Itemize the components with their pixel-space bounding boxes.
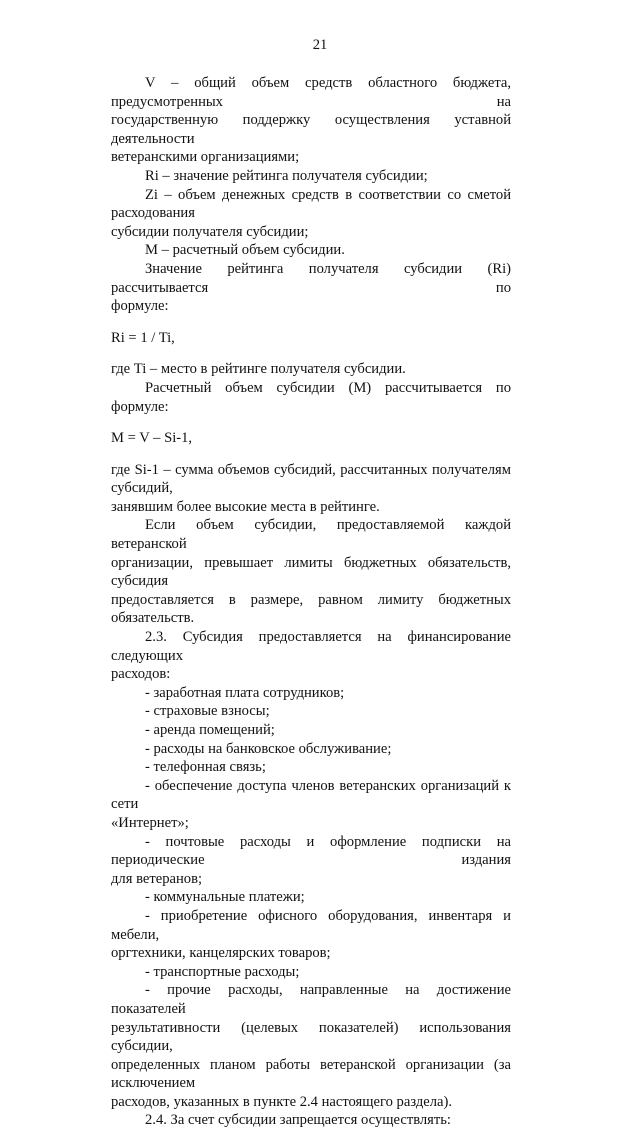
expense-item-line: оргтехники, канцелярских товаров; bbox=[111, 945, 331, 962]
expense-item-line: расходов, указанных в пункте 2.4 настоящего раздела). bbox=[111, 1093, 452, 1110]
zi-definition-line: Zi – объем денежных средств в соответствии со сметой расходования bbox=[111, 186, 511, 222]
formula-m: M = V – Si-1, bbox=[111, 430, 193, 447]
v-definition-line: ветеранскими организациями; bbox=[111, 149, 300, 166]
expense-item-line: - заработная плата сотрудников; bbox=[145, 684, 345, 701]
expense-item-line: - приобретение офисного оборудования, инвентаря и мебели, bbox=[111, 907, 511, 943]
expense-item-line: - обеспечение доступа членов ветеранских организаций к сети bbox=[111, 777, 511, 813]
limit-paragraph-line: Если объем субсидии, предоставляемой каждой ветеранской bbox=[111, 517, 511, 553]
expense-item-line: определенных планом работы ветеранской организации (за исключением bbox=[111, 1056, 511, 1092]
expense-item-line: «Интернет»; bbox=[111, 814, 189, 831]
expense-item-line: - страховые взносы; bbox=[145, 703, 270, 720]
limit-paragraph-line: предоставляется в размере, равном лимиту бюджетных обязательств. bbox=[111, 591, 511, 627]
section-2-3-line: расходов: bbox=[111, 666, 171, 683]
expense-item-line: результативности (целевых показателей) использования субсидии, bbox=[111, 1019, 511, 1055]
v-definition-line: государственную поддержку осуществления уставной деятельности bbox=[111, 112, 511, 147]
expense-item-line: - транспортные расходы; bbox=[145, 963, 300, 980]
expense-item-line: - коммунальные платежи; bbox=[145, 889, 305, 906]
zi-definition-line: субсидии получателя субсидии; bbox=[111, 223, 309, 240]
rating-intro-line: формуле: bbox=[111, 298, 169, 315]
limit-paragraph-line: организации, превышает лимиты бюджетных обязательств, субсидия bbox=[111, 554, 511, 590]
expense-item-line: для ветеранов; bbox=[111, 870, 203, 887]
expense-item-line: - телефонная связь; bbox=[145, 759, 266, 776]
si-definition-line: занявшим более высокие места в рейтинге. bbox=[111, 498, 380, 515]
m-definition: M – расчетный объем субсидии. bbox=[145, 242, 345, 259]
v-definition-line: V – общий объем средств областного бюджета, предусмотренных на bbox=[111, 75, 511, 110]
ri-definition: Ri – значение рейтинга получателя субсидии; bbox=[145, 167, 428, 184]
section-2-4-heading: 2.4. За счет субсидии запрещается осуществлять: bbox=[145, 1112, 451, 1129]
si-definition-line: где Si-1 – сумма объемов субсидий, рассчитанных получателям субсидий, bbox=[111, 461, 511, 497]
expense-item-line: - расходы на банковское обслуживание; bbox=[145, 740, 392, 757]
expense-item-line: - прочие расходы, направленные на достижение показателей bbox=[111, 982, 511, 1017]
document-body bbox=[111, 74, 511, 1130]
rating-intro-line: Значение рейтинга получателя субсидии (Ri) рассчитывается по bbox=[111, 260, 511, 296]
expense-item-line: - аренда помещений; bbox=[145, 722, 275, 738]
page-number: 21 bbox=[312, 37, 328, 53]
formula-ri: Ri = 1 / Ti, bbox=[111, 329, 175, 346]
expense-item-line: - почтовые расходы и оформление подписки на периодические издания bbox=[111, 833, 511, 869]
ti-definition: где Ti – место в рейтинге получателя субсидии. bbox=[111, 361, 406, 378]
expense-list bbox=[111, 684, 511, 1112]
m-formula-intro: Расчетный объем субсидии (M) рассчитывается по формуле: bbox=[111, 379, 511, 415]
section-2-3-line: 2.3. Субсидия предоставляется на финансирование следующих bbox=[111, 629, 511, 664]
